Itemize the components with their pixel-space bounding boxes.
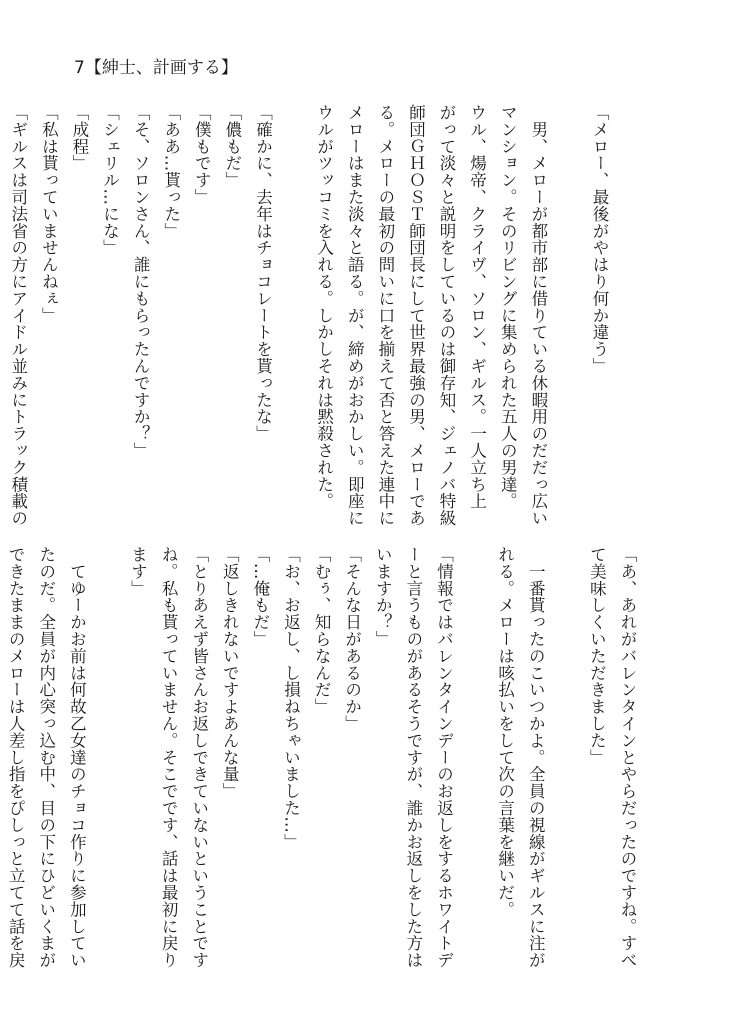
text-column: 「あ、あれがバレンタインとやらだったのですね。すべ	[618, 546, 637, 969]
text-column: いますか？」	[373, 546, 393, 648]
text-column: マンション。そのリビングに集められた五人の男達。	[498, 104, 518, 510]
column-spacer	[553, 104, 584, 524]
text-column: て美味しくいただきました」	[587, 546, 607, 766]
upper-text-block	[0, 104, 614, 527]
text-column: たのだ。全員が内心突っ込む中、目の下にひどいくまが	[36, 546, 56, 969]
text-column: メローはまた淡々と語る。が、締めがおかしい。即座に	[345, 104, 365, 527]
text-column: ーと言うものがあるそうですが、誰かお返しをした方は	[403, 546, 423, 969]
text-column: できたままのメローは人差し指をぴしっと立てて話を戻	[6, 546, 26, 969]
text-column: 「成程」	[69, 104, 89, 172]
text-column: 「ギルスは司法省の方にアイドル並みにトラック積載の	[8, 104, 28, 527]
text-column: ウル、煬帝、クライヴ、ソロン、ギルス。一人立ち上	[467, 104, 487, 510]
text-column: 「お、お返し、し損ねちゃいました…」	[281, 546, 301, 851]
text-column: 「シェリル…にな」	[100, 104, 120, 257]
text-column: 「情報ではバレンタインデーのお返しをするホワイトデ	[434, 546, 454, 969]
text-column: ます」	[128, 546, 148, 597]
text-column: 「そんな日があるのか」	[342, 546, 362, 732]
text-column: 「メロー、最後がやはり何か違う」	[590, 104, 609, 375]
column-spacer	[458, 546, 489, 966]
text-column: 「むぅ、知らなんだ」	[312, 546, 332, 715]
text-column: 「確かに、去年はチョコレートを貰ったな」	[253, 104, 273, 442]
text-column: れる。メローは咳払いをして次の言葉を継いだ。	[495, 546, 515, 918]
text-column: てゆーかお前は何故乙女達のチョコ作りに参加してい	[67, 546, 87, 969]
chapter-title: 7【紳士、計画する】	[74, 58, 238, 78]
text-column: 師団ＧＨＯＳＴ師団長にして世界最強の男、メローであ	[406, 104, 426, 527]
text-column: 「ああ…貰った」	[161, 104, 181, 240]
text-column: がって淡々と説明をしているのは御存知、ジェノバ特級	[437, 104, 457, 527]
column-spacer	[91, 546, 122, 966]
text-column: 「私は貰っていませんねぇ」	[39, 104, 59, 324]
text-column: 「…俺もだ」	[250, 546, 270, 648]
text-column: 「返しきれないですよあんな量」	[220, 546, 240, 800]
column-spacer	[277, 104, 308, 524]
text-column: る。メローの最初の問いに口を揃えて否と答えた連中に	[375, 104, 395, 527]
text-column: ウルがツッコミを入れる。しかしそれは黙殺された。	[314, 104, 334, 510]
text-column: 男、メローが都市部に借りている休暇用のだだっ広い	[528, 104, 548, 527]
text-column: 「儂もだ」	[222, 104, 242, 189]
text-column: 「とりあえず皆さんお返しできていないということです	[189, 546, 209, 969]
text-column: ね。私も貰っていません。そこでです、話は最初に戻り	[159, 546, 179, 969]
text-column: 「僕もです」	[192, 104, 212, 206]
column-spacer	[550, 546, 581, 966]
lower-text-block	[0, 546, 642, 969]
text-column: 「そ、ソロンさん、誰にもらったんですか？」	[131, 104, 151, 459]
text-column: 一番貰ったのこいつかよ。全員の視線がギルスに注が	[526, 546, 546, 969]
